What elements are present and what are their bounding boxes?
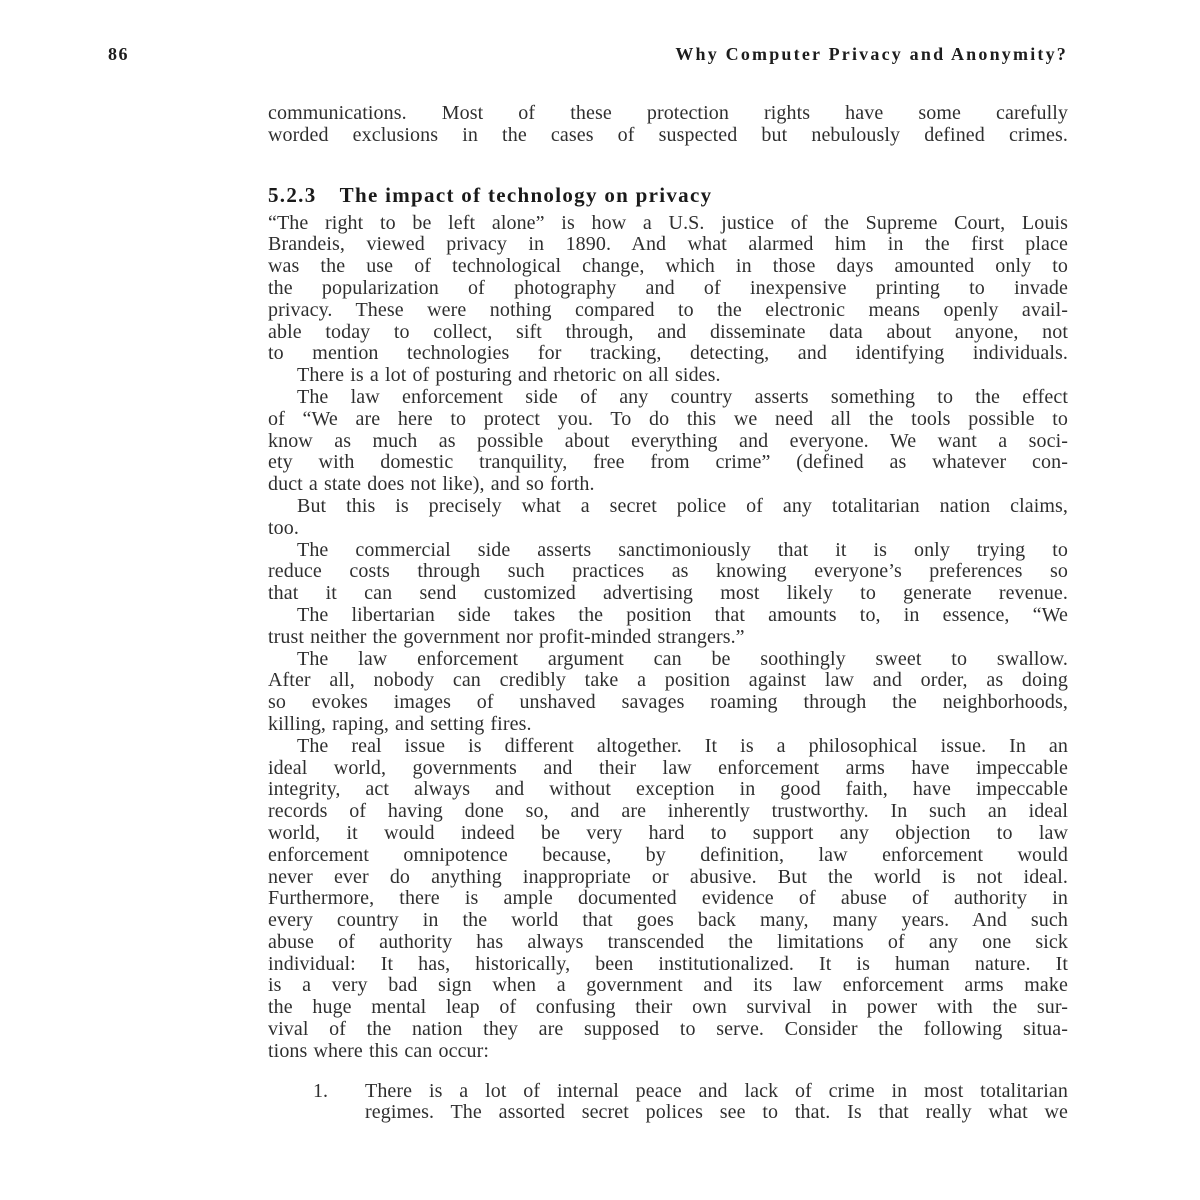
text-line: world, it would indeed be very hard to support any objection to law [268, 821, 1068, 844]
list-item [268, 1081, 1068, 1125]
section-heading [268, 182, 1068, 208]
paragraph [268, 365, 1068, 387]
section-title: The impact of technology on privacy [339, 182, 713, 207]
text-line: The commercial side asserts sanctimoniously that it is only trying to [297, 538, 1068, 561]
text-line: the popularization of photography and of inexpensive printing to invade [268, 276, 1068, 299]
text-line: enforcement omnipotence because, by definition, law enforcement would [268, 843, 1068, 866]
text-line: integrity, act always and without exception in good faith, have impeccable [268, 778, 1068, 801]
text-line: the huge mental leap of confusing their own survival in power with the sur- [268, 996, 1068, 1019]
text-line: of “We are here to protect you. To do this we need all the tools possible to [268, 407, 1068, 430]
text-line: records of having done so, and are inherently trustworthy. In such an ideal [268, 800, 1068, 823]
text-line: trust neither the government nor profit-minded strangers.” [268, 625, 745, 648]
lead-paragraph [268, 103, 1068, 147]
text-line: privacy. These were nothing compared to the electronic means openly avail- [268, 298, 1068, 321]
text-line: vival of the nation they are supposed to serve. Consider the following situa- [268, 1018, 1068, 1041]
text-line: killing, raping, and setting fires. [268, 712, 532, 735]
text-line: so evokes images of unshaved savages roaming through the neighborhoods, [268, 691, 1068, 714]
text-line: The law enforcement side of any country asserts something to the effect [297, 385, 1068, 408]
text-line: ideal world, governments and their law enforcement arms have impeccable [268, 756, 1068, 779]
text-line: too. [268, 516, 299, 539]
text-line: that it can send customized advertising most likely to generate revenue. [268, 582, 1068, 605]
text-line: The law enforcement argument can be soothingly sweet to swallow. [297, 647, 1068, 670]
text-line: There is a lot of internal peace and lack of crime in most totalitarian [365, 1079, 1068, 1102]
text-line: There is a lot of posturing and rhetoric on all sides. [297, 364, 721, 387]
text-line: abuse of authority has always transcended the limitations of any one sick [268, 930, 1068, 953]
text-line: reduce costs through such practices as knowing everyone’s preferences so [268, 560, 1068, 583]
running-title: Why Computer Privacy and Anonymity? [675, 44, 1068, 64]
text-line: tions where this can occur: [268, 1039, 490, 1062]
text-line: regimes. The assorted secret polices see to that. Is that really what we [365, 1101, 1068, 1124]
text-line: every country in the world that goes back many, many years. And such [268, 909, 1068, 932]
text-line: to mention technologies for tracking, detecting, and identifying individuals. [268, 342, 1068, 365]
text-line: “The right to be left alone” is how a U.S. justice of the Supreme Court, Louis [268, 211, 1068, 234]
page-body [268, 103, 1068, 1124]
text-line: ety with domestic tranquility, free from crime” (defined as whatever con- [268, 451, 1068, 474]
list-marker: 1. [313, 1079, 328, 1102]
text-line: Furthermore, there is ample documented evidence of abuse of authority in [268, 887, 1068, 910]
text-line: was the use of technological change, which in those days amounted only to [268, 255, 1068, 278]
paragraph [268, 387, 1068, 496]
paragraph [268, 540, 1068, 605]
list-item-text [365, 1081, 1068, 1125]
text-line: individual: It has, historically, been institutionalized. It is human nature. It [268, 952, 1068, 975]
section-number: 5.2.3 [268, 182, 317, 207]
paragraph [268, 649, 1068, 736]
paragraph [268, 736, 1068, 1063]
text-line: communications. Most of these protection rights have some carefully [268, 102, 1068, 124]
text-line: The libertarian side takes the position that amounts to, in essence, “We [297, 603, 1068, 626]
text-line: Brandeis, viewed privacy in 1890. And what alarmed him in the first place [268, 233, 1068, 256]
text-line: is a very bad sign when a government and its law enforcement arms make [268, 974, 1068, 997]
text-line: duct a state does not like), and so forth. [268, 473, 595, 496]
numbered-list [268, 1081, 1068, 1125]
text-line: able today to collect, sift through, and disseminate data about anyone, not [268, 320, 1068, 343]
text-line: The real issue is different altogether. It is a philosophical issue. In an [297, 734, 1068, 757]
text-line: After all, nobody can credibly take a position against law and order, as doing [268, 669, 1068, 692]
page-header [108, 44, 1068, 65]
text-line: But this is precisely what a secret police of any totalitarian nation claims, [297, 494, 1068, 517]
paragraph [268, 213, 1068, 366]
text-line: worded exclusions in the cases of suspected but nebulously defined crimes. [268, 123, 1068, 146]
page-number: 86 [108, 44, 129, 64]
paragraph [268, 605, 1068, 649]
text-line: know as much as possible about everything and everyone. We want a soci- [268, 429, 1068, 452]
paragraph [268, 496, 1068, 540]
text-line: never ever do anything inappropriate or abusive. But the world is not ideal. [268, 865, 1068, 888]
